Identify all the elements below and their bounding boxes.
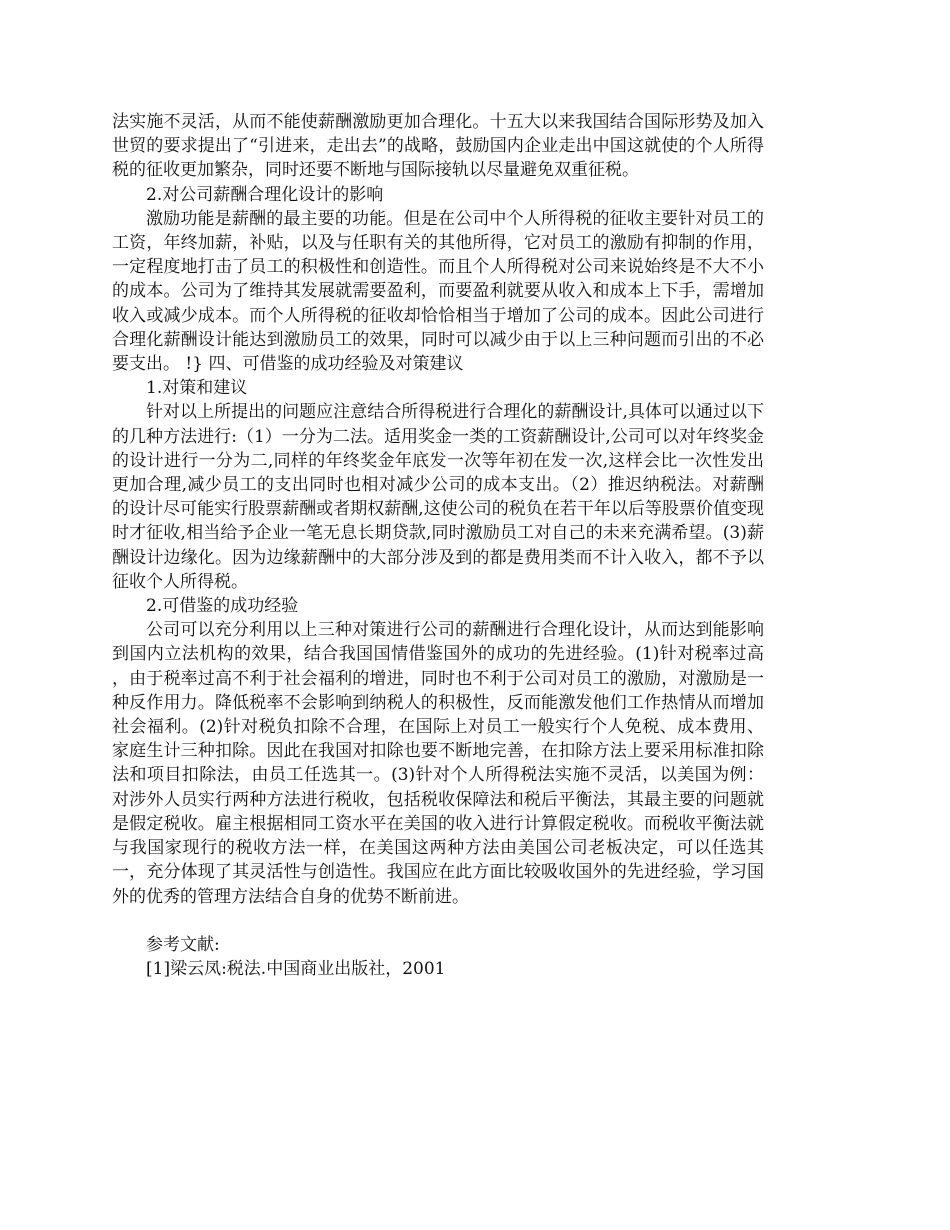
section-heading-salary-design: 2.对公司薪酬合理化设计的影响 [146, 184, 384, 205]
section-heading-suggestions: 1.对策和建议 [146, 378, 248, 399]
paragraph-intro: 法实施不灵活，从而不能使薪酬激励更加合理化。十五大以来我国结合国际形势及加入世贸的要求提出了“引进来，走出去”的战略，鼓励国内企业走出中国这就使的个人所得税的征收更加繁杂，同时还要不断地与国际接轨以尽量避免双重征税。 [112, 112, 764, 181]
paragraph-incentive: 激励功能是薪酬的最主要的功能。但是在公司中个人所得税的征收主要针对员工的工资，年终加薪，补贴，以及与任职有关的其他所得，它对员工的激励有抑制的作用，一定程度地打击了员工的积极性和创造性。而且个人所得税对公司来说始终是不大不小的成本。公司为了维持其发展就需要盈利，而要盈利就要从收入和成本上下手，需增加收入或减少成本。而个人所得税的征收却恰恰相当于增加了公司的成本。因此公司进行合理化薪酬设计能达到激励员工的效果，同时可以减少由于以上三种问题而引出的不必要支出。 !} 四、可借鉴的成功经验及对策建议 [112, 208, 764, 375]
references-section [112, 933, 764, 981]
document-page [112, 110, 764, 981]
paragraph-experience: 公司可以充分利用以上三种对策进行公司的薪酬进行合理化设计，从而达到能影响到国内立法机构的效果，结合我国国情借鉴国外的成功的先进经验。(1)针对税率过高 ，由于税率过高不利于社会福利的增进，同时也不利于公司对员工的激励，对激励是一种反作用力。降低税率不会影响到纳税人的积极性，反而能激发他们工作热情从而增加社会福利。(2)针对税负扣除不合理，在国际上对员工一般实行个人免税、成本费用、家庭生计三种扣除。因此在我国对扣除也要不断地完善，在扣除方法上要采用标准扣除法和项目扣除法，由员工任选其一。(3)针对个人所得税法实施不灵活，以美国为例：对涉外人员实行两种方法进行税收，包括税收保障法和税后平衡法，其最主要的问题就是假定税收。雇主根据相同工资水平在美国的收入进行计算假定税收。而税收平衡法就与我国家现行的税收方法一样，在美国这两种方法由美国公司老板决定，可以任选其一，充分体现了其灵活性与创造性。我国应在此方面比较吸收国外的先进经验，学习国外的优秀的管理方法结合自身的优势不断前进。 [112, 620, 764, 907]
reference-item: [1]梁云凤:税法.中国商业出版社，2001 [146, 958, 446, 979]
paragraph-suggestions: 针对以上所提出的问题应注意结合所得税进行合理化的薪酬设计,具体可以通过以下的几种方法进行:（1）一分为二法。适用奖金一类的工资薪酬设计,公司可以对年终奖金的设计进行一分为二,同样的年终奖金年底发一次等年初在发一次,这样会比一次性发出更加合理,减少员工的支出同时也相对减少公司的成本支出。（2）推迟纳税法。对薪酬的设计尽可能实行股票薪酬或者期权薪酬,这使公司的税负在若干年以后等股票价值变现时才征收,相当给予企业一笔无息长期贷款,同时激励员工对自己的未来充满希望。(3)薪酬设计边缘化。因为边缘薪酬中的大部分涉及到的都是费用类而不计入收入，都不予以征收个人所得税。 [112, 402, 764, 592]
section-heading-experience: 2.可借鉴的成功经验 [146, 596, 299, 617]
references-title: 参考文献: [146, 934, 220, 955]
